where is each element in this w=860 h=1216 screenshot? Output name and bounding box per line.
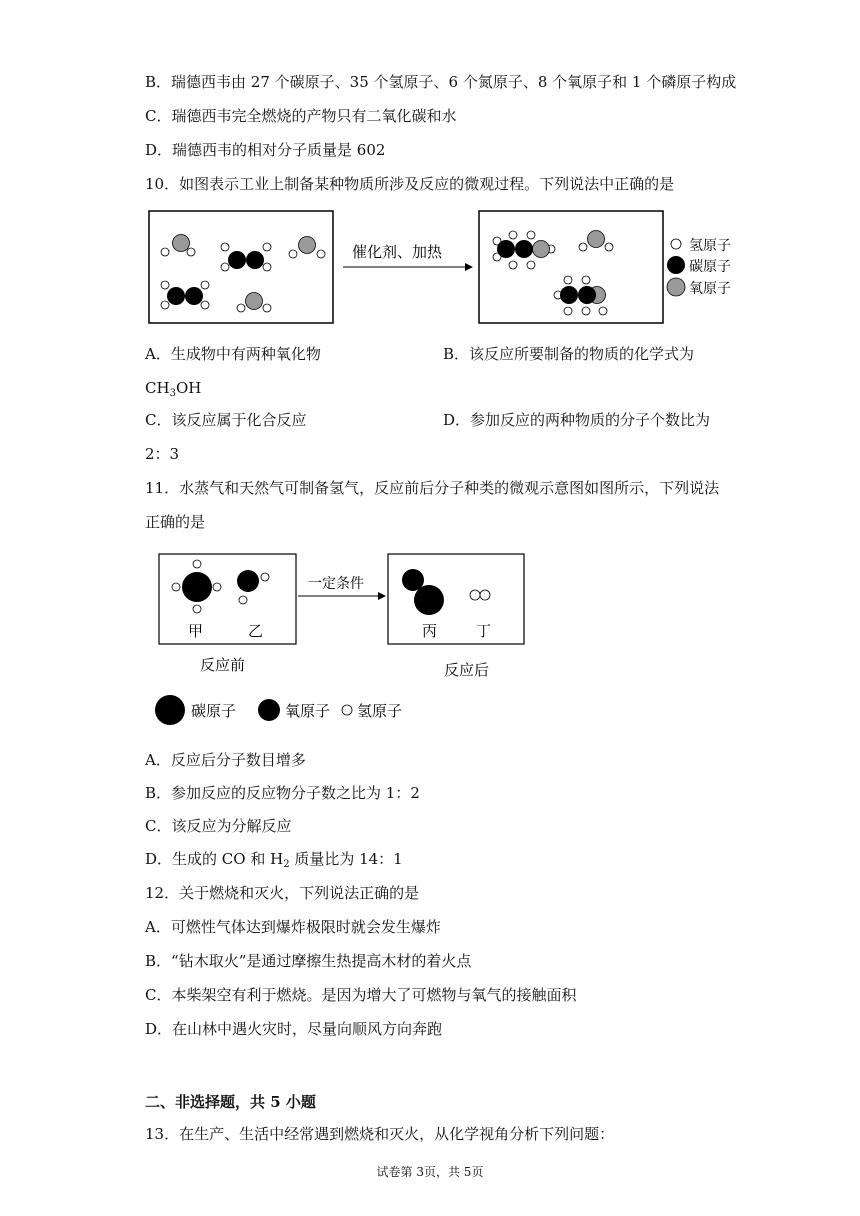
page-footer: 试卷第 3页，共 5页 [376, 1165, 484, 1179]
oxygen-atom-swatch [258, 699, 280, 721]
hydrogen-atom-swatch [342, 705, 352, 715]
q10-products-box [479, 211, 663, 323]
q10-option-d: D．参加反应的两种物质的分子个数比为 [443, 411, 711, 429]
ethene-molecule [221, 243, 271, 271]
q11-option-c: C．该反应为分解反应 [145, 817, 292, 835]
hydrogen-molecule [470, 590, 490, 600]
hydrogen-atom-swatch [671, 239, 681, 249]
q10-legend [667, 238, 731, 297]
q12-stem: 12．关于燃烧和灭火，下列说法正确的是 [145, 884, 420, 902]
label-yi: 乙 [248, 622, 264, 640]
methane-molecule [172, 560, 221, 613]
q9-option-c: C．瑞德西韦完全燃烧的产物只有二氧化碳和水 [145, 107, 457, 125]
legend-oxygen: 氧原子 [689, 281, 731, 297]
q11-option-d: D．生成的 CO 和 $H_2$ 质量比为 14：1 [145, 850, 403, 870]
water-molecule [237, 570, 269, 604]
q10-arrow-label: 催化剂、加热 [352, 243, 443, 261]
q11-option-a: A．反应后分子数目增多 [145, 751, 306, 769]
q9-option-b: B．瑞德西韦由 27 个碳原子、35 个氢原子、6 个氮原子、8 个氧原子和 1 个磷原子构成 [145, 73, 737, 91]
carbon-monoxide-molecule [402, 569, 444, 615]
q10-stem: 10．如图表示工业上制备某种物质所涉及反应的微观过程。下列说法中正确的是 [145, 175, 675, 193]
q11-stem-line2: 正确的是 [145, 513, 206, 531]
label-jia: 甲 [188, 622, 204, 640]
legend-hydrogen: 氢原子 [689, 238, 731, 254]
q10-option-b: B．该反应所要制备的物质的化学式为 [443, 345, 695, 363]
before-label: 反应前 [200, 656, 246, 674]
oxygen-atom-swatch [667, 278, 685, 296]
carbon-atom-swatch [667, 256, 685, 274]
water-molecule [289, 237, 325, 259]
q12-option-d: D．在山林中遇火灾时，尽量向顺风方向奔跑 [145, 1020, 443, 1038]
section-heading: 二、非选择题，共 5 小题 [145, 1093, 316, 1111]
q11-diagram [150, 550, 570, 730]
q12-option-c: C．本柴架空有利于燃烧。是因为增大了可燃物与氧气的接触面积 [145, 986, 577, 1004]
q10-option-d-cont: 2：3 [145, 445, 180, 463]
label-ding: 丁 [476, 622, 492, 640]
ethanol-molecule [554, 276, 607, 315]
q11-option-b: B．参加反应的反应物分子数之比为 1：2 [145, 784, 420, 802]
ethene-molecule [161, 281, 209, 309]
q11-legend [155, 695, 402, 725]
legend-hydrogen: 氢原子 [357, 702, 403, 720]
q10-option-a: A．生成物中有两种氧化物 [145, 345, 321, 363]
water-molecule [579, 231, 613, 252]
water-molecule [237, 293, 271, 313]
ethanol-molecule [493, 231, 555, 269]
legend-carbon: 碳原子 [689, 259, 731, 275]
q10-option-b-cont: $CH_3OH$ [145, 379, 202, 399]
legend-carbon: 碳原子 [191, 702, 237, 720]
after-label: 反应后 [444, 661, 490, 679]
q9-option-d: D．瑞德西韦的相对分子质量是 602 [145, 141, 386, 159]
q11-before-box [159, 554, 296, 644]
label-bing: 丙 [422, 622, 438, 640]
q10-diagram [145, 205, 745, 330]
q11-stem-line1: 11．水蒸气和天然气可制备氢气，反应前后分子种类的微观示意图如图所示，下列说法 [145, 479, 720, 497]
q11-arrow-label: 一定条件 [308, 576, 364, 592]
carbon-atom-swatch [155, 695, 185, 725]
legend-oxygen: 氧原子 [285, 702, 331, 720]
q10-option-c: C．该反应属于化合反应 [145, 411, 307, 429]
q11-after-box [388, 554, 524, 644]
water-molecule [161, 235, 195, 257]
q13-stem: 13．在生产、生活中经常遇到燃烧和灭火，从化学视角分析下列问题： [145, 1125, 615, 1143]
q12-option-b: B．“钻木取火”是通过摩擦生热提高木材的着火点 [145, 952, 472, 970]
q12-option-a: A．可燃性气体达到爆炸极限时就会发生爆炸 [145, 918, 441, 936]
